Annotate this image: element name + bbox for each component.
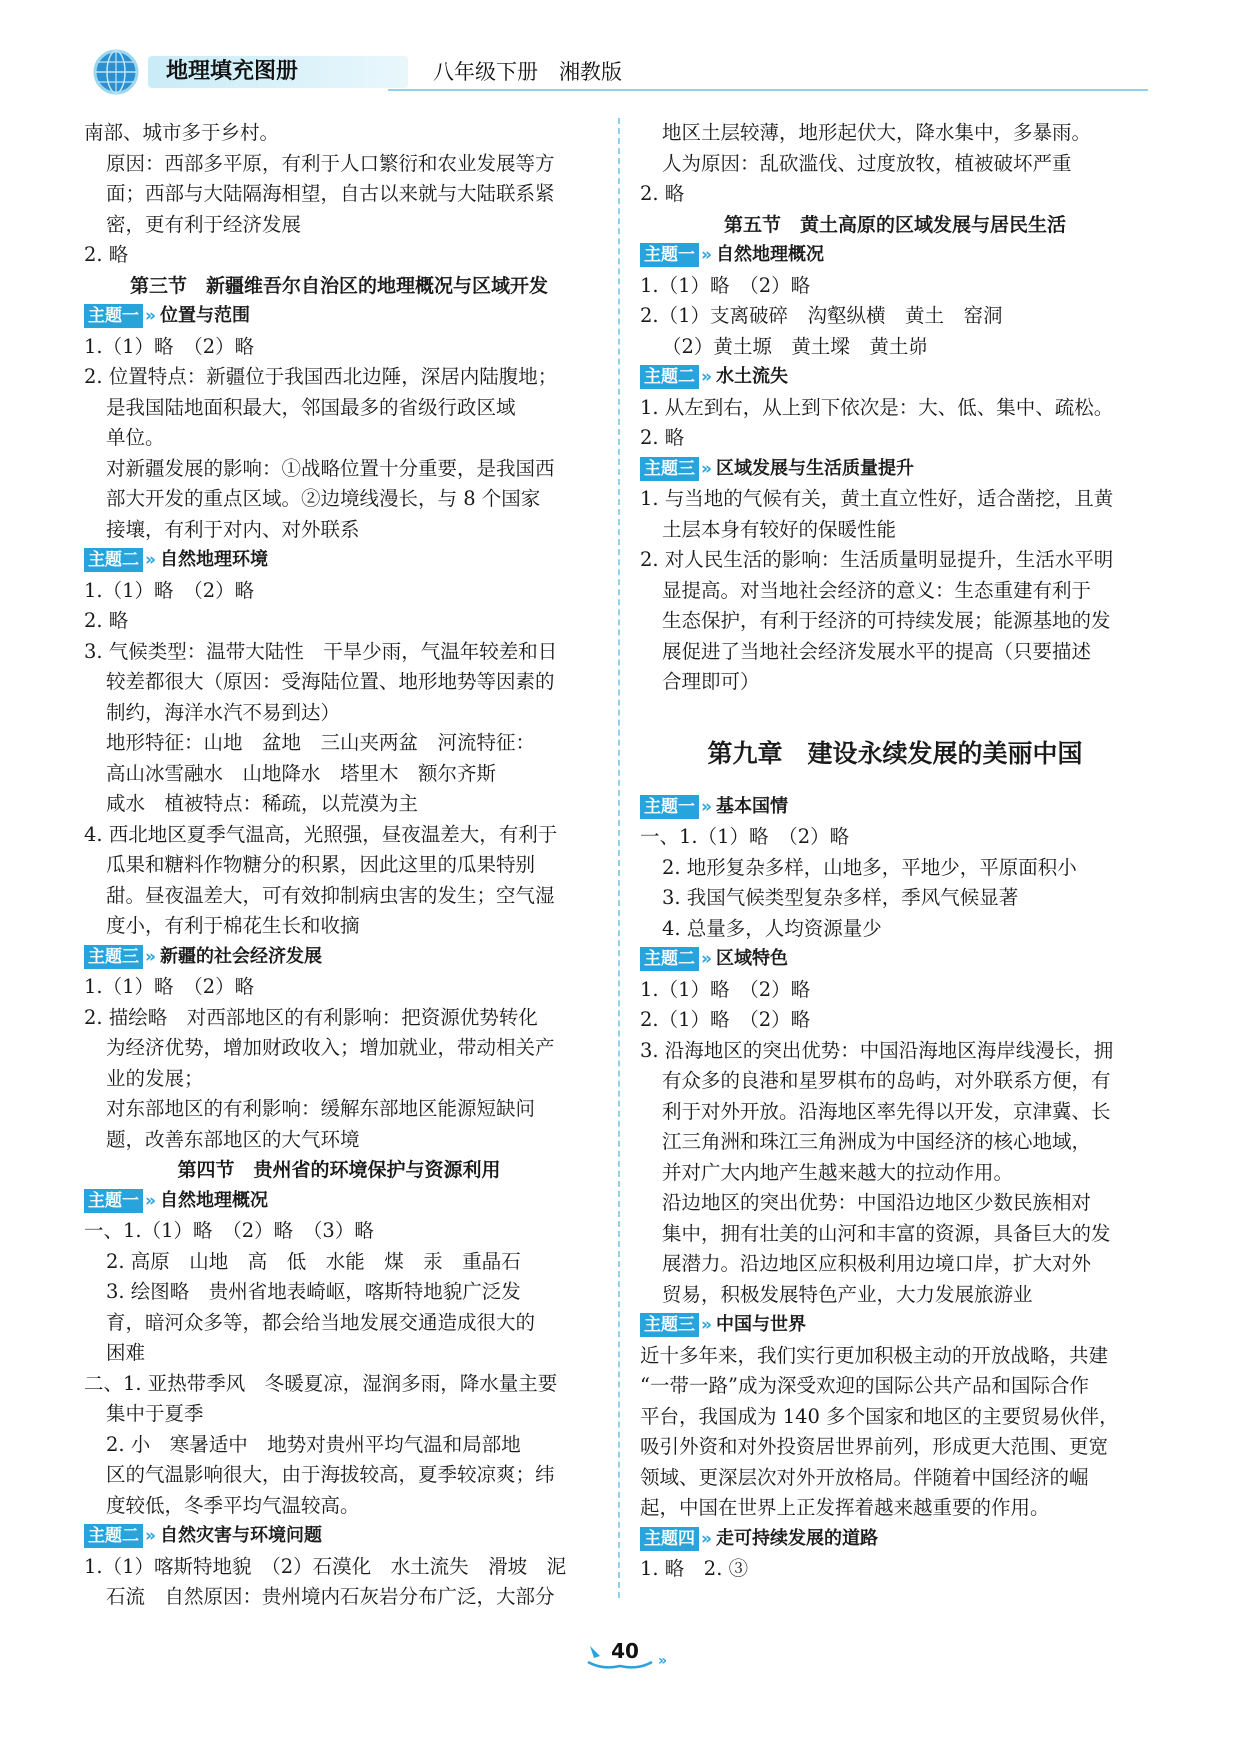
topic-heading bbox=[84, 301, 594, 332]
topic-heading bbox=[640, 454, 1150, 485]
pointer-icon bbox=[590, 1646, 600, 1658]
topic-title: 中国与世界 bbox=[715, 1314, 806, 1335]
topic-badge: 主题一 bbox=[84, 304, 143, 328]
answer-line: 2.（1）支离破碎 沟壑纵横 黄土 窑洞 bbox=[640, 304, 1003, 327]
double-chevron-icon: » bbox=[701, 949, 712, 969]
answer-line: 1.（1）略 （2）略 bbox=[84, 578, 255, 602]
answer-line: 吸引外资和对外投资居世界前列，形成更大范围、更宽 bbox=[640, 1435, 1109, 1458]
grade-edition: 八年级下册 湘教版 bbox=[433, 60, 622, 84]
answer-line: 原因：西部多平原，有利于人口繁衍和农业发展等方 bbox=[106, 151, 555, 175]
answer-line: 部大开发的重点区域。②边境线漫长，与 8 个国家 bbox=[106, 487, 541, 510]
topic-badge: 主题三 bbox=[640, 1313, 699, 1337]
answer-line: 2. 略 bbox=[84, 243, 129, 266]
section-heading: 第五节 黄土高原的区域发展与居民生活 bbox=[723, 213, 1066, 236]
answer-line: 一、1.（1）略 （2）略 bbox=[640, 825, 850, 848]
answer-line: 平台，我国成为 140 多个国家和地区的主要贸易伙伴， bbox=[640, 1404, 1119, 1428]
double-chevron-icon: » bbox=[145, 550, 156, 570]
answer-line: 利于对外开放。沿海地区率先得以开发，京津冀、长 bbox=[662, 1099, 1111, 1123]
topic-title: 自然地理环境 bbox=[159, 549, 268, 570]
section-heading: 第三节 新疆维吾尔自治区的地理概况与区域开发 bbox=[129, 274, 548, 297]
answer-line: 贸易，积极发展特色产业，大力发展旅游业 bbox=[662, 1282, 1033, 1306]
answer-line: 3. 沿海地区的突出优势：中国沿海地区海岸线漫长，拥 bbox=[640, 1038, 1114, 1062]
answer-line: 为经济优势，增加财政收入；增加就业，带动相关产 bbox=[106, 1036, 555, 1059]
answer-line: 单位。 bbox=[106, 426, 165, 449]
answer-line: 2. 对人民生活的影响：生活质量明显提升，生活水平明 bbox=[640, 548, 1114, 571]
topic-badge: 主题一 bbox=[84, 1189, 143, 1213]
topic-badge: 主题一 bbox=[640, 795, 699, 819]
answer-line: 2. 略 bbox=[84, 609, 129, 632]
answer-line: 是我国陆地面积最大，邻国最多的省级行政区域 bbox=[106, 395, 516, 419]
double-chevron-icon: » bbox=[701, 796, 712, 817]
topic-badge: 主题三 bbox=[640, 457, 699, 481]
answer-line: 土层本身有较好的保暖性能 bbox=[662, 517, 897, 541]
topic-heading bbox=[640, 362, 1150, 393]
answer-line: 显提高。对当地社会经济的意义：生态重建有利于 bbox=[662, 578, 1092, 602]
topic-badge: 主题二 bbox=[640, 365, 699, 389]
topic-title: 区域发展与生活质量提升 bbox=[715, 457, 914, 479]
answer-line: （2）黄土塬 黄土墚 黄土峁 bbox=[662, 334, 928, 358]
topic-title: 走可持续发展的道路 bbox=[715, 1527, 878, 1549]
answer-line: 育，暗河众多等，都会给当地发展交通造成很大的 bbox=[106, 1310, 536, 1334]
topic-title: 新疆的社会经济发展 bbox=[159, 945, 322, 967]
topic-title: 自然灾害与环境问题 bbox=[159, 1525, 322, 1546]
answer-line: 1.（1）喀斯特地貌 （2）石漠化 水土流失 滑坡 泥 bbox=[84, 1554, 567, 1578]
answer-line: 3. 气候类型：温带大陆性 干旱少雨，气温年较差和日 bbox=[84, 639, 558, 663]
answer-line: 区的气温影响很大，由于海拔较高，夏季较凉爽；纬 bbox=[106, 1463, 555, 1486]
section-heading: 第四节 贵州省的环境保护与资源利用 bbox=[177, 1159, 501, 1181]
topic-title: 水土流失 bbox=[715, 366, 788, 387]
answer-line: 1. 与当地的气候有关，黄土直立性好，适合凿挖，且黄 bbox=[640, 487, 1114, 510]
topic-badge: 主题二 bbox=[84, 548, 143, 572]
double-chevron-icon: » bbox=[701, 367, 712, 387]
answer-line: “一带一路”成为深受欢迎的国际公共产品和国际合作 bbox=[640, 1374, 1089, 1397]
answer-line: 地形特征：山地 盆地 三山夹两盆 河流特征： bbox=[106, 731, 536, 754]
page-number-badge bbox=[580, 1632, 670, 1672]
topic-heading bbox=[640, 1310, 1150, 1341]
topic-heading bbox=[84, 942, 594, 973]
answer-line: 困难 bbox=[106, 1341, 146, 1364]
topic-heading bbox=[84, 1186, 594, 1217]
topic-badge: 主题二 bbox=[640, 947, 699, 971]
answer-line: 题，改善东部地区的大气环境 bbox=[106, 1127, 360, 1151]
answer-line: 二、1. 亚热带季风 冬暖夏凉，湿润多雨，降水量主要 bbox=[84, 1371, 558, 1395]
chapter-title: 第九章 建设永续发展的美丽中国 bbox=[707, 738, 1083, 768]
answer-line: 度小，有利于棉花生长和收摘 bbox=[106, 914, 360, 937]
topic-title: 位置与范围 bbox=[159, 305, 250, 326]
answer-line: 生态保护，有利于经济的可持续发展；能源基地的发 bbox=[662, 609, 1111, 632]
answer-line: 沿边地区的突出优势：中国沿边地区少数民族相对 bbox=[662, 1191, 1092, 1214]
answer-line: 并对广大内地产生越来越大的拉动作用。 bbox=[662, 1160, 1014, 1184]
answer-line: 1. 从左到右，从上到下依次是：大、低、集中、疏松。 bbox=[640, 395, 1114, 419]
answer-line: 1.（1）略 （2）略 bbox=[84, 334, 255, 358]
answer-line: 高山冰雪融水 山地降水 塔里木 额尔齐斯 bbox=[106, 761, 497, 785]
answer-line: 起，中国在世界上正发挥着越来越重要的作用。 bbox=[640, 1496, 1050, 1519]
answer-line: 2. 位置特点：新疆位于我国西北边陲，深居内陆腹地； bbox=[84, 365, 558, 388]
answer-line: 面；西部与大陆隔海相望，自古以来就与大陆联系紧 bbox=[106, 182, 555, 205]
answer-line: 业的发展； bbox=[106, 1066, 204, 1090]
answer-line: 4. 西北地区夏季气温高，光照强，昼夜温差大，有利于 bbox=[84, 822, 558, 846]
topic-badge: 主题四 bbox=[640, 1527, 699, 1551]
right-column bbox=[640, 118, 1150, 1585]
topic-title: 自然地理概况 bbox=[715, 244, 824, 265]
page-number: 40 bbox=[611, 1639, 639, 1663]
header-rule bbox=[388, 89, 1148, 91]
left-column bbox=[84, 118, 594, 1613]
double-chevron-icon: » bbox=[701, 458, 712, 479]
answer-line: 近十多年来，我们实行更加积极主动的开放战略，共建 bbox=[640, 1343, 1109, 1367]
topic-title: 区域特色 bbox=[715, 948, 788, 969]
double-chevron-icon: » bbox=[701, 245, 712, 265]
answer-line: 密，更有利于经济发展 bbox=[106, 212, 302, 236]
topic-heading bbox=[84, 1521, 594, 1552]
answer-line: 江三角洲和珠江三角洲成为中国经济的核心地域， bbox=[662, 1130, 1092, 1153]
answer-line: 1.（1）略 （2）略 bbox=[640, 977, 811, 1001]
double-chevron-icon: » bbox=[145, 306, 156, 326]
answer-line: 度较低，冬季平均气温较高。 bbox=[106, 1493, 360, 1517]
answer-line: 较差都很大（原因：受海陆位置、地形地势等因素的 bbox=[106, 670, 555, 693]
answer-line: 2. 略 bbox=[640, 182, 685, 205]
answer-line: 对东部地区的有利影响：缓解东部地区能源短缺问 bbox=[106, 1097, 536, 1120]
answer-line: 2. 小 寒暑适中 地势对贵州平均气温和局部地 bbox=[106, 1432, 521, 1456]
answer-line: 2.（1）略 （2）略 bbox=[640, 1008, 811, 1031]
topic-heading bbox=[640, 240, 1150, 271]
topic-badge: 主题二 bbox=[84, 1524, 143, 1548]
answer-line: 2. 描绘略 对西部地区的有利影响：把资源优势转化 bbox=[84, 1005, 538, 1029]
answer-line: 对新疆发展的影响：①战略位置十分重要，是我国西 bbox=[106, 456, 555, 480]
answer-line: 一、1.（1）略 （2）略 （3）略 bbox=[84, 1219, 374, 1242]
answer-line: 2. 地形复杂多样，山地多，平地少，平原面积小 bbox=[662, 855, 1077, 879]
answer-line: 接壤，有利于对内、对外联系 bbox=[106, 517, 360, 541]
answer-line: 2. 略 bbox=[640, 426, 685, 449]
double-chevron-icon: » bbox=[145, 946, 156, 967]
answer-line: 合理即可） bbox=[662, 670, 760, 693]
topic-heading bbox=[84, 545, 594, 576]
answer-line: 1.（1）略 （2）略 bbox=[84, 975, 255, 998]
answer-line: 3. 我国气候类型复杂多样，季风气候显著 bbox=[662, 886, 1019, 909]
answer-line: 领域、更深层次对外开放格局。伴随着中国经济的崛 bbox=[640, 1465, 1089, 1489]
answer-line: 石流 自然原因：贵州境内石灰岩分布广泛，大部分 bbox=[106, 1585, 555, 1608]
double-chevron-icon: » bbox=[701, 1528, 712, 1549]
topic-badge: 主题一 bbox=[640, 243, 699, 267]
double-chevron-icon: » bbox=[145, 1190, 156, 1211]
answer-line: 甜。昼夜温差大，可有效抑制病虫害的发生；空气湿 bbox=[106, 883, 555, 907]
answer-line: 1.（1）略 （2）略 bbox=[640, 273, 811, 297]
column-divider bbox=[618, 118, 620, 1598]
answer-line: 制约，海洋水汽不易到达） bbox=[106, 700, 341, 724]
double-chevron-icon: » bbox=[701, 1315, 712, 1335]
book-title: 地理填充图册 bbox=[148, 56, 408, 88]
answer-line: 集中，拥有壮美的山河和丰富的资源，具备巨大的发 bbox=[662, 1221, 1111, 1245]
answer-line: 瓜果和糖料作物糖分的积累，因此这里的瓜果特别 bbox=[106, 853, 536, 876]
answer-line: 2. 高原 山地 高 低 水能 煤 汞 重晶石 bbox=[106, 1249, 521, 1273]
globe-icon bbox=[88, 48, 144, 96]
topic-badge: 主题三 bbox=[84, 945, 143, 969]
answer-line: 有众多的良港和星罗棋布的岛屿，对外联系方便，有 bbox=[662, 1069, 1111, 1092]
topic-heading bbox=[640, 944, 1150, 975]
double-chevron-icon: » bbox=[145, 1526, 156, 1546]
answer-line: 展促进了当地社会经济发展水平的提高（只要描述 bbox=[662, 639, 1092, 663]
topic-title: 基本国情 bbox=[715, 795, 788, 817]
topic-heading bbox=[640, 792, 1150, 823]
answer-line: 南部、城市多于乡村。 bbox=[84, 121, 280, 144]
answer-line: 1. 略 2. ③ bbox=[640, 1557, 749, 1580]
page-header bbox=[88, 48, 1148, 96]
topic-heading bbox=[640, 1524, 1150, 1555]
answer-line: 咸水 植被特点：稀疏，以荒漠为主 bbox=[106, 792, 419, 815]
answer-line: 3. 绘图略 贵州省地表崎岖，喀斯特地貌广泛发 bbox=[106, 1280, 521, 1303]
topic-title: 自然地理概况 bbox=[159, 1189, 268, 1211]
svg-text:»: » bbox=[658, 1653, 668, 1669]
answer-line: 集中于夏季 bbox=[106, 1402, 204, 1425]
answer-line: 4. 总量多，人均资源量少 bbox=[662, 916, 882, 940]
answer-line: 展潜力。沿边地区应积极利用边境口岸，扩大对外 bbox=[662, 1252, 1092, 1275]
answer-line: 人为原因：乱砍滥伐、过度放牧，植被破坏严重 bbox=[662, 151, 1072, 175]
answer-line: 地区土层较薄，地形起伏大，降水集中，多暴雨。 bbox=[662, 121, 1092, 144]
